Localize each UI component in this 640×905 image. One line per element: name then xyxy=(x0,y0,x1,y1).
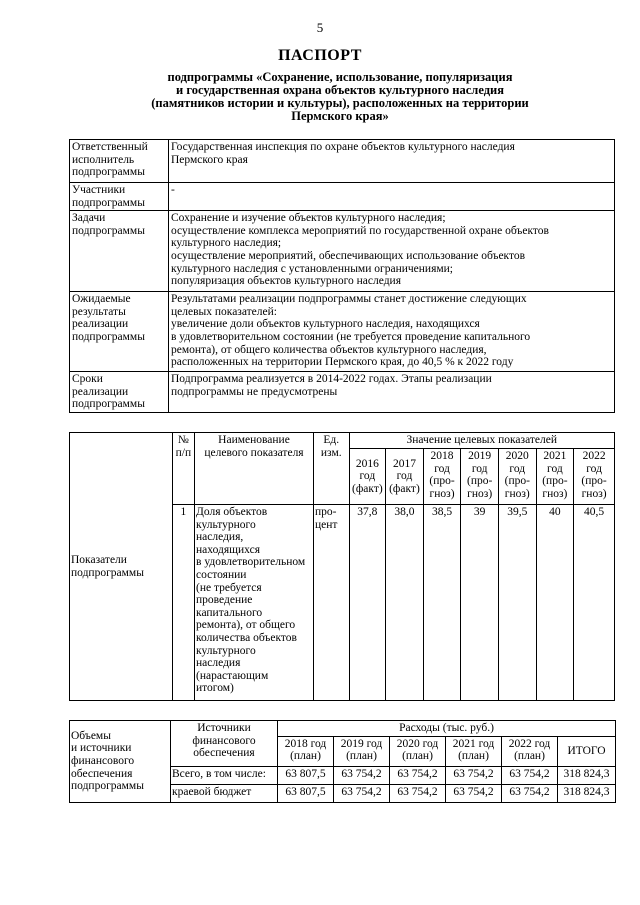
value-line: подпрограммы не предусмотрены xyxy=(171,385,338,398)
header-line: изм. xyxy=(320,446,342,459)
text-line: капитального xyxy=(196,606,263,619)
header-line: 2021 год xyxy=(452,737,495,750)
indicator-name xyxy=(195,505,314,701)
col-header-num xyxy=(172,433,194,505)
header-line: 2019 xyxy=(468,450,492,462)
row-label xyxy=(70,140,169,183)
text-line: проведение xyxy=(196,594,253,607)
value-line: культурного наследия; xyxy=(171,237,282,250)
value-2019: 39 xyxy=(461,505,499,701)
value-cell: 63 807,5 xyxy=(278,784,334,802)
label-line: Участники xyxy=(72,184,126,196)
header-line: (факт) xyxy=(352,482,383,495)
header-line: (про- xyxy=(581,475,607,488)
header-line: 2017 xyxy=(392,457,416,470)
value-cell: 63 754,2 xyxy=(446,766,502,784)
total-cell: 318 824,3 xyxy=(558,784,616,802)
value-line: Сохранение и изучение объектов культурного наследия; xyxy=(171,212,446,225)
passport-row-tasks xyxy=(70,211,615,292)
header-line: (факт) xyxy=(389,482,420,495)
value-cell: 63 807,5 xyxy=(278,766,334,784)
passport-row-terms xyxy=(70,372,615,413)
header-line: (про- xyxy=(542,475,568,488)
value-2021: 40 xyxy=(536,505,574,701)
row-value xyxy=(169,211,615,292)
text-line: (не требуется xyxy=(196,581,262,594)
value-2016: 37,8 xyxy=(349,505,386,701)
header-line: 2022 год xyxy=(508,737,551,750)
passport-row-responsible xyxy=(70,140,615,183)
value-cell: 63 754,2 xyxy=(334,766,390,784)
row-value xyxy=(169,140,615,183)
total-cell: 318 824,3 xyxy=(558,766,616,784)
col-header-values: Значение целевых показателей xyxy=(349,433,614,449)
header-line: (план) xyxy=(346,750,377,763)
header-line: гноз) xyxy=(542,487,568,500)
page-number: 5 xyxy=(316,20,324,35)
year-header-2020 xyxy=(498,449,536,505)
header-line: (план) xyxy=(402,750,433,763)
label-line: реализации xyxy=(72,385,129,398)
row-value xyxy=(169,292,615,372)
text-line: итогом) xyxy=(196,682,234,695)
year-header-2016 xyxy=(349,449,386,505)
value-line: - xyxy=(171,184,175,196)
row-label xyxy=(70,372,169,413)
text-line: про- xyxy=(314,506,337,518)
header-line: (план) xyxy=(458,750,489,763)
row-value xyxy=(169,372,615,413)
value-line: целевых показателей: xyxy=(171,305,277,318)
header-line: год xyxy=(434,462,450,475)
header-line: год xyxy=(586,462,602,475)
label-line: исполнитель xyxy=(72,153,135,166)
value-line: осуществление мероприятий, обеспечивающих использование объектов xyxy=(171,249,526,262)
text-line: культурного xyxy=(196,518,256,531)
year-header-2021 xyxy=(536,449,574,505)
col-header-source xyxy=(171,721,278,767)
value-cell: 63 754,2 xyxy=(390,784,446,802)
row-value xyxy=(169,183,615,211)
value-line: Пермского края xyxy=(171,153,248,166)
header-line: Источники xyxy=(197,722,251,734)
subtitle-line: (памятников истории и культуры), расположенных на территории xyxy=(151,96,529,110)
year-header-2019 xyxy=(334,736,390,766)
year-header-2022 xyxy=(574,449,615,505)
document-title: ПАСПОРТ xyxy=(278,47,362,64)
label-line: обеспечения xyxy=(71,767,133,780)
header-line: Наименование xyxy=(218,434,290,446)
label-line: результаты xyxy=(72,305,126,318)
value-line: осуществление комплекса мероприятий по государственной охране объектов xyxy=(171,224,549,237)
label-line: и источники xyxy=(71,742,132,755)
header-line: гноз) xyxy=(581,487,607,500)
value-line: Подпрограмма реализуется в 2014-2022 годах. Этапы реализации xyxy=(171,373,492,386)
header-line: (план) xyxy=(290,750,321,763)
header-line: финансового xyxy=(192,734,256,747)
header-line: год xyxy=(396,470,413,483)
year-header-2017 xyxy=(386,449,424,505)
header-line: п/п xyxy=(175,446,192,459)
header-line: год xyxy=(547,462,563,475)
header-line: гноз) xyxy=(504,487,530,500)
value-2018: 38,5 xyxy=(423,505,461,701)
subtitle-line: Пермского края» xyxy=(291,109,389,123)
value-line: Результатами реализации подпрограммы станет достижение следующих xyxy=(171,293,527,306)
value-2022: 40,5 xyxy=(574,505,615,701)
indicators-table xyxy=(69,432,615,701)
value-2017: 38,0 xyxy=(386,505,424,701)
row-label xyxy=(70,211,169,292)
header-line: 2018 xyxy=(430,450,454,462)
passport-row-results xyxy=(70,292,615,372)
header-line: 2021 xyxy=(543,450,567,462)
col-header-name xyxy=(195,433,314,505)
value-line: популяризация объектов культурного наследия xyxy=(171,275,401,288)
text-line: состоянии xyxy=(196,568,247,581)
col-header-unit xyxy=(313,433,349,505)
label-line: подпрограммы xyxy=(72,166,145,179)
value-cell: 63 754,2 xyxy=(502,784,558,802)
year-header-2022 xyxy=(502,736,558,766)
header-line: 2019 год xyxy=(340,737,383,750)
value-cell: 63 754,2 xyxy=(334,784,390,802)
value-line: расположенных на территории Пермского края, до 40,5 % к 2022 году xyxy=(171,356,514,369)
subtitle-line: подпрограммы «Сохранение, использование, популяризация xyxy=(167,70,513,84)
text-line: Доля объектов xyxy=(196,506,268,518)
indicator-unit xyxy=(313,505,349,701)
row-num: 1 xyxy=(172,505,194,701)
header-line: обеспечения xyxy=(193,747,255,760)
year-header-2018 xyxy=(423,449,461,505)
indicators-row-label xyxy=(70,433,173,701)
text-line: в удовлетворительном xyxy=(196,556,306,569)
label-line: подпрограммы xyxy=(71,780,144,793)
value-line: Государственная инспекция по охране объектов культурного наследия xyxy=(171,141,515,153)
row-label xyxy=(70,183,169,211)
text-line: ремонта), от общего xyxy=(196,619,296,632)
label-line: подпрограммы xyxy=(72,398,145,411)
value-2020: 39,5 xyxy=(498,505,536,701)
label-line: подпрограммы xyxy=(72,196,145,209)
document-subtitle xyxy=(70,71,610,123)
text-line: наследия, xyxy=(196,531,244,544)
header-line: 2020 год xyxy=(396,737,439,750)
text-line: (нарастающим xyxy=(196,669,269,682)
header-line: целевого показателя xyxy=(204,446,304,459)
text-line: количества объектов xyxy=(196,631,297,644)
finance-table xyxy=(69,720,616,803)
value-line: культурного наследия с установленными ограничениями; xyxy=(171,262,453,275)
finance-row-label xyxy=(70,721,171,803)
header-line: гноз) xyxy=(467,487,493,500)
value-line: ремонта), от общего количества объектов культурного наследия, xyxy=(171,343,487,356)
source-cell: краевой бюджет xyxy=(171,784,278,802)
label-line: реализации xyxy=(72,318,129,331)
label-line: Ответственный xyxy=(72,141,148,153)
header-line: Ед. xyxy=(323,434,340,446)
year-header-2021 xyxy=(446,736,502,766)
subtitle-line: и государственная охрана объектов культурного наследия xyxy=(176,83,504,97)
text-line: находящихся xyxy=(196,543,260,556)
label-line: Задачи xyxy=(72,212,106,225)
text-line: культурного xyxy=(196,644,256,657)
value-cell: 63 754,2 xyxy=(390,766,446,784)
total-header: ИТОГО xyxy=(558,736,616,766)
value-cell: 63 754,2 xyxy=(446,784,502,802)
header-line: 2016 xyxy=(355,457,379,470)
value-line: в удовлетворительном состоянии (не требуется проведение капитального xyxy=(171,330,531,343)
header-line: год xyxy=(359,470,376,483)
row-label xyxy=(70,292,169,372)
header-line: 2020 xyxy=(505,450,529,462)
header-line: год xyxy=(471,462,488,475)
header-line: гноз) xyxy=(429,487,455,500)
header-line: (про- xyxy=(467,475,493,488)
label-line: подпрограммы xyxy=(72,330,145,343)
header-line: 2022 xyxy=(582,450,606,462)
header-line: № xyxy=(177,434,189,446)
col-header-expenses: Расходы (тыс. руб.) xyxy=(278,721,616,737)
header-line: (про- xyxy=(504,475,530,488)
label-line: Показатели xyxy=(71,553,127,566)
label-line: подпрограммы xyxy=(72,224,145,237)
header-line: 2018 год xyxy=(284,737,327,750)
label-line: Объемы xyxy=(71,729,111,742)
year-header-2018 xyxy=(278,736,334,766)
passport-row-participants xyxy=(70,183,615,211)
value-line: увеличение доли объектов культурного наследия, находящихся xyxy=(171,318,480,331)
source-cell: Всего, в том числе: xyxy=(171,766,278,784)
label-line: Сроки xyxy=(72,373,103,386)
header-line: (про- xyxy=(429,475,455,488)
label-line: Ожидаемые xyxy=(72,293,131,306)
label-line: подпрограммы xyxy=(71,566,144,579)
label-line: финансового xyxy=(71,755,135,767)
year-header-2019 xyxy=(461,449,499,505)
value-cell: 63 754,2 xyxy=(502,766,558,784)
year-header-2020 xyxy=(390,736,446,766)
header-line: (план) xyxy=(514,750,545,763)
text-line: цент xyxy=(314,518,338,531)
header-line: год xyxy=(509,462,526,475)
passport-table xyxy=(69,139,615,413)
text-line: наследия xyxy=(196,657,241,670)
